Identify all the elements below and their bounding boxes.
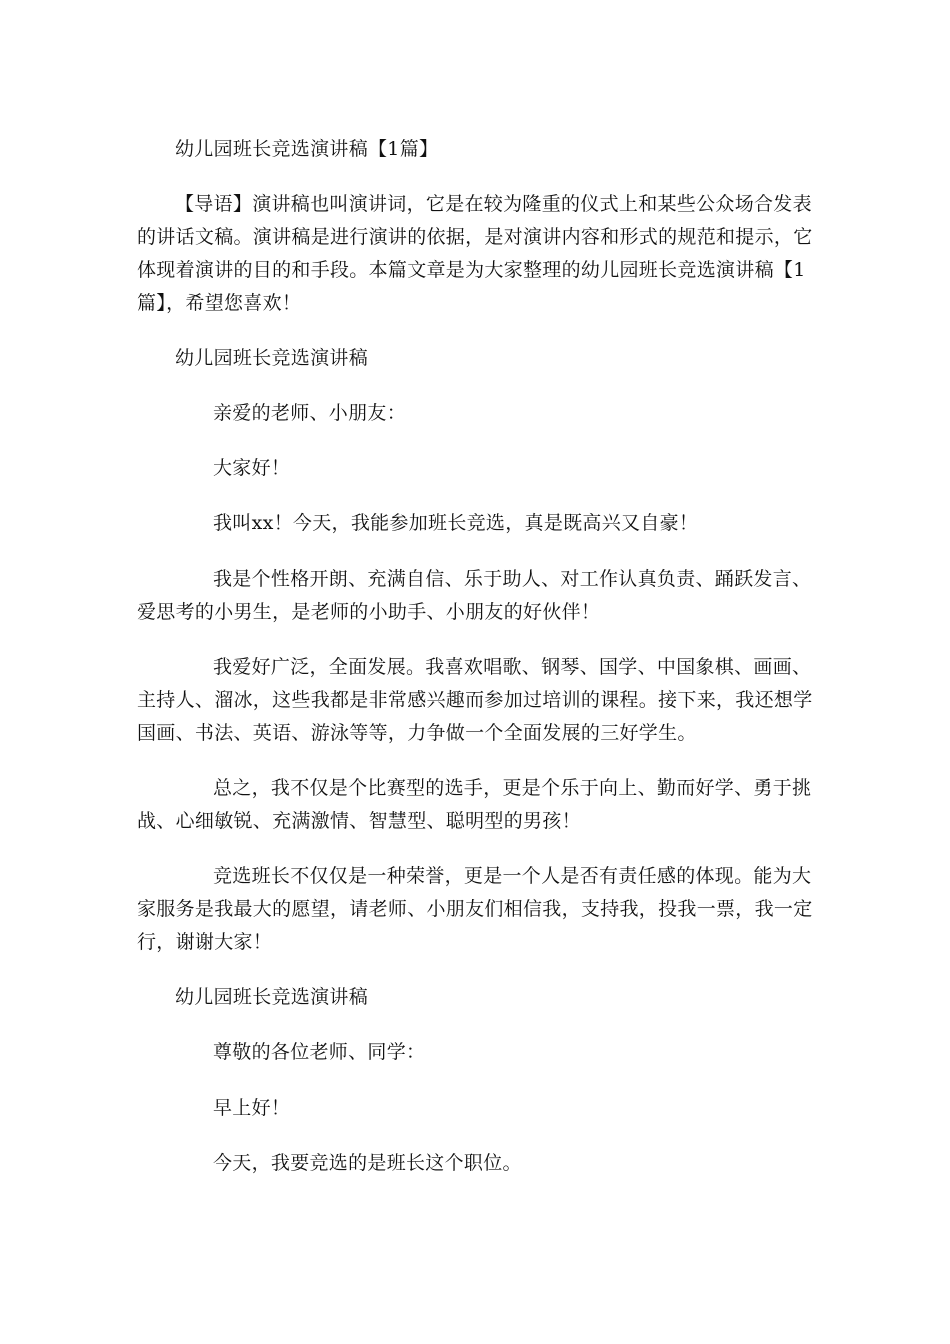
section1-paragraph-5-line-2: 家服务是我最大的愿望，请老师、小朋友们相信我，支持我，投我一票，我一定 — [137, 898, 813, 920]
intro-line-3: 体现着演讲的目的和手段。本篇文章是为大家整理的幼儿园班长竞选演讲稿【1 — [137, 259, 806, 281]
document-title: 幼儿园班长竞选演讲稿【1篇】 — [175, 138, 439, 160]
section2-paragraph-1: 今天，我要竞选的是班长这个职位。 — [213, 1152, 522, 1174]
section1-paragraph-3-line-3: 国画、书法、英语、游泳等等，力争做一个全面发展的三好学生。 — [137, 722, 697, 744]
section1-paragraph-5-line-1: 竞选班长不仅仅是一种荣誉，更是一个人是否有责任感的体现。能为大 — [213, 865, 812, 887]
section1-paragraph-2-line-1: 我是个性格开朗、充满自信、乐于助人、对工作认真负责、踊跃发言、 — [213, 568, 812, 590]
section2-heading: 幼儿园班长竞选演讲稿 — [175, 986, 369, 1008]
section1-paragraph-3-line-2: 主持人、溜冰，这些我都是非常感兴趣而参加过培训的课程。接下来，我还想学 — [137, 689, 813, 711]
section1-paragraph-1: 我叫xx！今天，我能参加班长竞选，真是既高兴又自豪！ — [213, 512, 699, 534]
section1-heading: 幼儿园班长竞选演讲稿 — [175, 347, 369, 369]
section1-paragraph-4-line-1: 总之，我不仅是个比赛型的选手，更是个乐于向上、勤而好学、勇于挑 — [213, 777, 812, 799]
section2-hello: 早上好！ — [213, 1097, 291, 1119]
section1-paragraph-3-line-1: 我爱好广泛，全面发展。我喜欢唱歌、钢琴、国学、中国象棋、画画、 — [213, 656, 812, 678]
intro-line-2: 的讲话文稿。演讲稿是进行演讲的依据，是对演讲内容和形式的规范和提示，它 — [137, 226, 813, 248]
section1-hello: 大家好！ — [213, 457, 291, 479]
section1-paragraph-2-line-2: 爱思考的小男生，是老师的小助手、小朋友的好伙伴！ — [137, 601, 601, 623]
section1-greeting: 亲爱的老师、小朋友： — [213, 402, 407, 424]
section2-greeting: 尊敬的各位老师、同学： — [213, 1041, 426, 1063]
section1-paragraph-4-line-2: 战、心细敏锐、充满激情、智慧型、聪明型的男孩！ — [137, 810, 581, 832]
intro-line-4: 篇】，希望您喜欢！ — [137, 292, 302, 314]
intro-line-1: 【导语】演讲稿也叫演讲词，它是在较为隆重的仪式上和某些公众场合发表 — [175, 193, 812, 215]
section1-paragraph-5-line-3: 行，谢谢大家！ — [137, 931, 273, 953]
